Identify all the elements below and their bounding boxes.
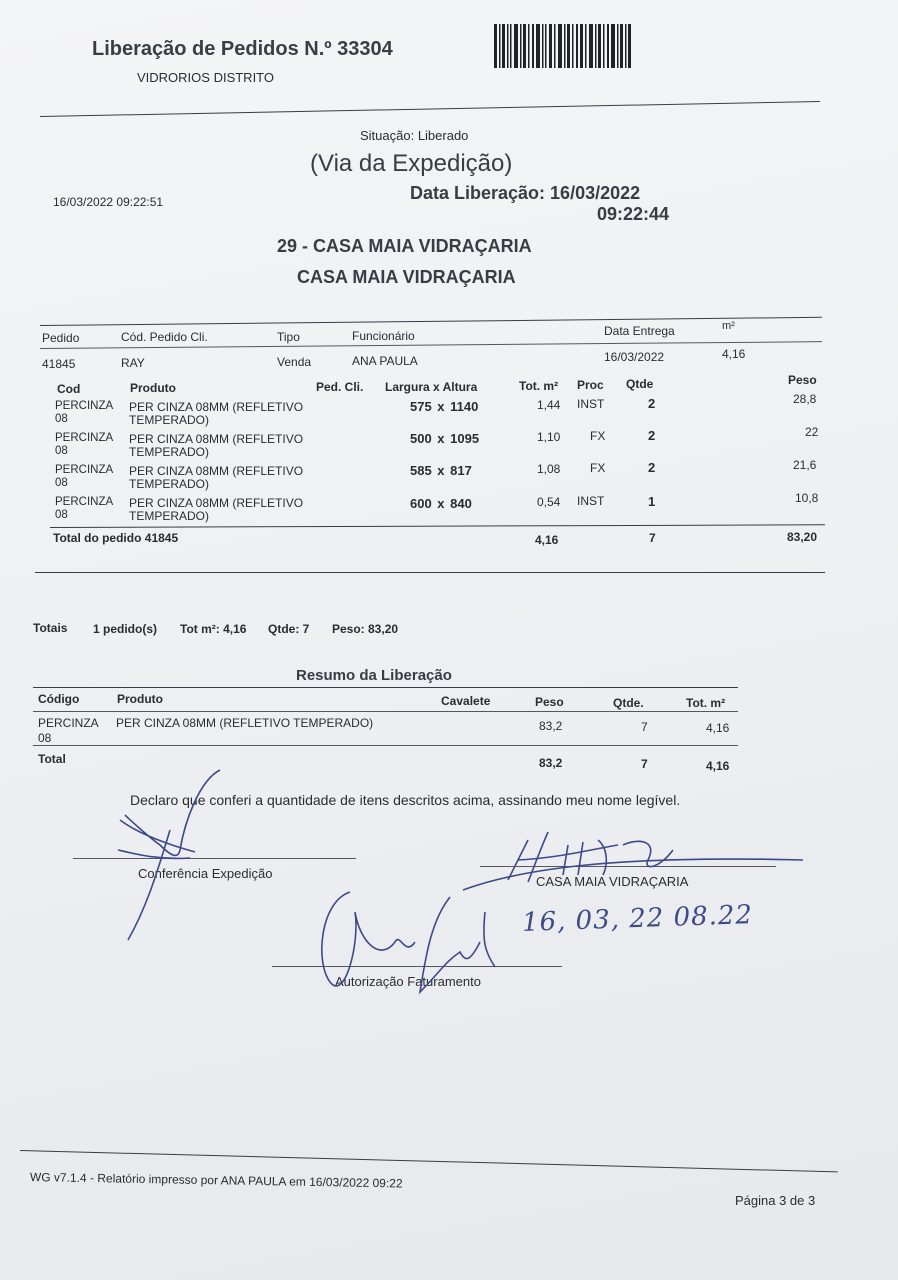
- order-type: Venda: [277, 355, 312, 369]
- order-m2: 4,16: [722, 347, 746, 361]
- via-expedicao: (Via da Expedição): [310, 150, 513, 177]
- print-timestamp: 16/03/2022 09:22:51: [53, 195, 164, 209]
- item-proc: FX: [590, 429, 606, 443]
- item-cod: PERCINZA: [55, 400, 114, 412]
- item-tot-m2: 0,54: [537, 495, 561, 509]
- items-col-tot: Tot. m²: [519, 379, 559, 393]
- conferencia-label: Conferência Expedição: [138, 866, 273, 881]
- cliente-label: CASA MAIA VIDRAÇARIA: [536, 874, 689, 889]
- summary-col-produto: Produto: [117, 692, 163, 706]
- item-qtde: 2: [648, 428, 656, 443]
- footer-printed-by: WG v7.1.4 - Relatório impresso por ANA PAULA em 16/03/2022 09:22: [29, 1170, 403, 1191]
- item-tot-m2: 1,08: [537, 462, 561, 476]
- item-cod-suffix: 08: [55, 445, 68, 457]
- document-title: Liberação de Pedidos N.º 33304: [92, 38, 393, 60]
- client-subname: CASA MAIA VIDRAÇARIA: [297, 267, 516, 287]
- item-product: PER CINZA 08MM (REFLETIVO: [129, 496, 304, 510]
- col-pedido: Pedido: [42, 331, 80, 345]
- item-peso: 10,8: [795, 491, 819, 505]
- item-product: PER CINZA 08MM (REFLETIVO: [129, 432, 304, 446]
- employee-name: ANA PAULA: [352, 354, 418, 368]
- item-dims: 585 x 817: [410, 463, 472, 478]
- summary-col-tot-m2: Tot. m²: [686, 696, 726, 710]
- company-name: VIDRORIOS DISTRITO: [137, 70, 274, 85]
- order-total-m2: 4,16: [535, 533, 559, 547]
- signature-line-conferencia: [73, 858, 356, 859]
- order-number: 41845: [42, 357, 76, 371]
- summary-total-label: Total: [38, 752, 66, 766]
- item-proc: INST: [577, 397, 605, 411]
- summary-cod: PERCINZA: [38, 716, 99, 730]
- order-total-qtde: 7: [649, 531, 656, 545]
- item-proc: INST: [577, 494, 605, 508]
- col-m2: m²: [722, 320, 735, 332]
- signature-line-cliente: [480, 866, 776, 867]
- item-product-cont: TEMPERADO): [129, 477, 210, 491]
- item-dims: 575 x 1140: [410, 399, 479, 414]
- declaration-text: Declaro que conferi a quantidade de itens descritos acima, assinando meu nome legível.: [130, 792, 681, 808]
- item-tot-m2: 1,10: [537, 430, 561, 444]
- item-cod: PERCINZA: [55, 432, 114, 444]
- totals-pedidos: 1 pedido(s): [93, 622, 158, 636]
- totals-label: Totais: [33, 621, 68, 635]
- order-total-label: Total do pedido 41845: [53, 531, 179, 545]
- summary-top-divider: [33, 687, 738, 688]
- col-data-entrega: Data Entrega: [604, 324, 675, 338]
- item-peso: 28,8: [793, 392, 817, 406]
- section-divider: [35, 572, 825, 573]
- item-cod: PERCINZA: [55, 496, 114, 508]
- items-col-peso: Peso: [788, 373, 817, 387]
- items-col-produto: Produto: [130, 381, 176, 395]
- item-cod-suffix: 08: [55, 477, 68, 489]
- items-col-ped-cli: Ped. Cli.: [316, 380, 364, 394]
- item-dims: 600 x 840: [410, 496, 472, 511]
- summary-col-qtde: Qtde.: [613, 696, 644, 710]
- summary-col-peso: Peso: [535, 695, 564, 709]
- item-peso: 22: [805, 425, 819, 439]
- handwritten-date: 16, 03, 22 08.22: [521, 899, 754, 939]
- barcode-icon: [494, 24, 632, 68]
- item-qtde: 1: [648, 494, 656, 509]
- item-peso: 21,6: [793, 458, 817, 472]
- item-cod-suffix: 08: [55, 509, 68, 521]
- delivery-date: 16/03/2022: [604, 350, 665, 364]
- summary-col-cavalete: Cavalete: [441, 694, 491, 708]
- release-date: Data Liberação: 16/03/2022: [410, 183, 641, 203]
- release-time: 09:22:44: [597, 204, 670, 224]
- item-proc: FX: [590, 461, 606, 475]
- page-number: Página 3 de 3: [735, 1193, 816, 1208]
- order-total-peso: 83,20: [787, 530, 818, 544]
- summary-row-divider: [33, 745, 738, 746]
- summary-total-qtde: 7: [641, 757, 648, 771]
- item-product-cont: TEMPERADO): [129, 509, 210, 523]
- summary-title: Resumo da Liberação: [296, 667, 452, 684]
- item-cod: PERCINZA: [55, 464, 114, 476]
- item-product: PER CINZA 08MM (REFLETIVO: [129, 400, 304, 414]
- item-product-cont: TEMPERADO): [129, 445, 210, 459]
- summary-qtde: 7: [641, 720, 648, 734]
- summary-total-tot: 4,16: [706, 759, 730, 773]
- col-tipo: Tipo: [277, 330, 300, 344]
- summary-product: PER CINZA 08MM (REFLETIVO TEMPERADO): [116, 716, 374, 730]
- summary-tot: 4,16: [706, 721, 730, 735]
- summary-header-divider: [33, 711, 738, 712]
- items-col-dims: Largura x Altura: [385, 380, 478, 394]
- item-qtde: 2: [648, 460, 656, 475]
- client-name: 29 - CASA MAIA VIDRAÇARIA: [277, 236, 532, 256]
- item-dims: 500 x 1095: [410, 431, 480, 446]
- summary-total-peso: 83,2: [539, 756, 563, 770]
- item-product: PER CINZA 08MM (REFLETIVO: [129, 464, 304, 478]
- totals-m2: Tot m²: 4,16: [180, 622, 247, 636]
- items-col-proc: Proc: [577, 378, 604, 392]
- totals-peso: Peso: 83,20: [332, 622, 399, 636]
- items-col-cod: Cod: [57, 382, 81, 396]
- client-order-code: RAY: [121, 356, 145, 370]
- item-product-cont: TEMPERADO): [129, 413, 210, 427]
- autorizacao-label: Autorização Faturamento: [335, 974, 481, 989]
- situation-text: Situação: Liberado: [360, 128, 469, 143]
- item-tot-m2: 1,44: [537, 398, 561, 412]
- summary-cod-suffix: 08: [38, 731, 52, 745]
- signature-line-autorizacao: [272, 966, 562, 967]
- summary-peso: 83,2: [539, 719, 563, 733]
- totals-qtde: Qtde: 7: [268, 622, 310, 636]
- item-qtde: 2: [648, 396, 656, 411]
- summary-col-codigo: Código: [38, 692, 80, 706]
- col-cod-pedido-cli: Cód. Pedido Cli.: [121, 330, 208, 344]
- col-funcionario: Funcionário: [352, 329, 415, 343]
- item-cod-suffix: 08: [55, 413, 68, 425]
- items-col-qtde: Qtde: [626, 377, 654, 391]
